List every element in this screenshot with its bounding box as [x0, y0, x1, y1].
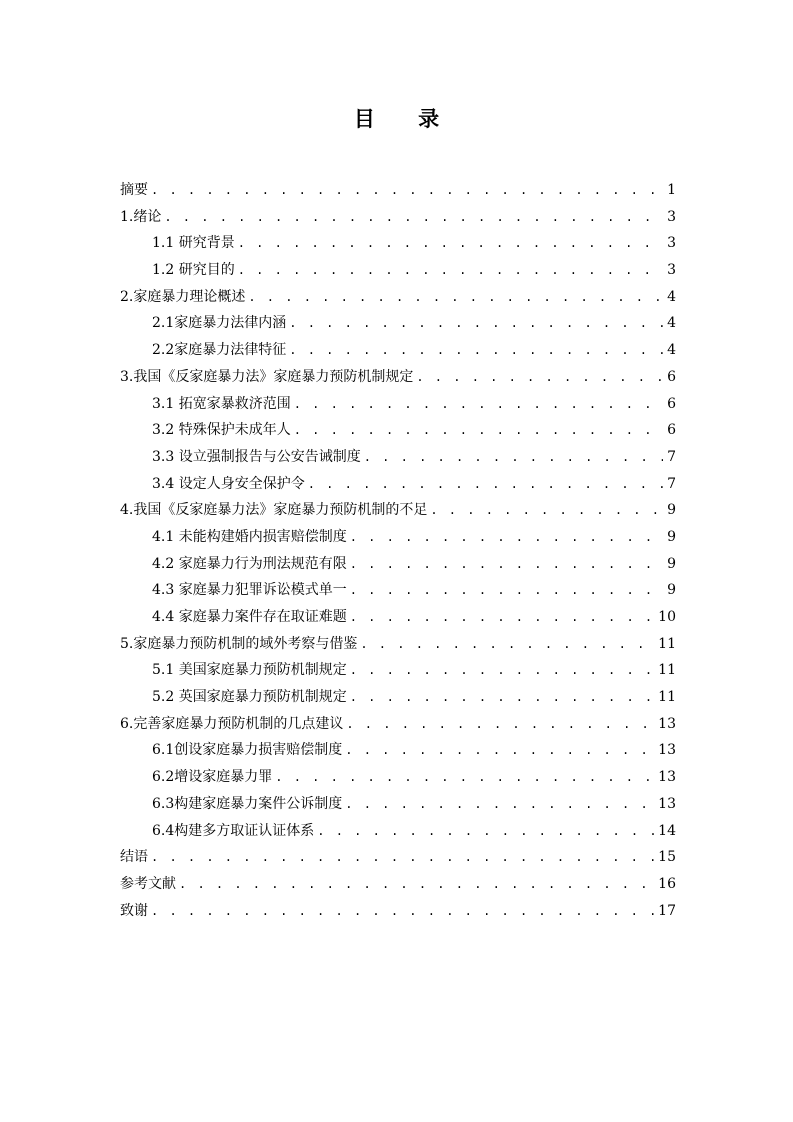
toc-entry-label: 参考文献	[120, 875, 176, 892]
toc-entry[interactable]	[120, 204, 676, 231]
toc-entry[interactable]	[120, 764, 676, 791]
toc-entry-label: 4.3 家庭暴力犯罪诉讼模式单一	[152, 582, 347, 599]
toc-entry[interactable]	[120, 898, 676, 925]
dot-leader	[164, 204, 663, 231]
toc-entry-page-number: 9	[667, 502, 676, 519]
dot-leader	[364, 444, 663, 471]
toc-entry-page-number: 10	[658, 609, 676, 625]
toc-entry[interactable]	[120, 791, 676, 818]
toc-entry[interactable]	[120, 391, 676, 418]
toc-entry-label: 4.2 家庭暴力行为刑法规范有限	[152, 555, 347, 572]
toc-entry-label: 3.2 特殊保护未成年人	[152, 422, 291, 439]
toc-entry-label: 1.2 研究目的	[152, 262, 235, 279]
toc-entry-page-number: 17	[658, 902, 676, 919]
toc-entry-page-number: 11	[658, 635, 676, 652]
toc-entry-page-number: 14	[658, 822, 676, 839]
dot-leader	[345, 791, 655, 818]
toc-entry-label: 5.1 美国家庭暴力预防机制规定	[152, 662, 347, 679]
dot-leader	[151, 177, 663, 204]
toc-entry-page-number: 9	[667, 528, 676, 545]
toc-entry-label: 4.1 未能构建婚内损害赔偿制度	[152, 528, 347, 545]
dot-leader	[294, 391, 663, 418]
toc-entry[interactable]	[120, 524, 676, 551]
toc-entry-page-number: 6	[667, 368, 676, 385]
toc-entry-page-number: 7	[667, 448, 676, 465]
toc-entry-page-number: 11	[658, 689, 676, 706]
toc-entry[interactable]	[120, 737, 676, 764]
toc-entry-label: 6.1创设家庭暴力损害赔偿制度	[152, 742, 343, 759]
toc-entry[interactable]	[120, 871, 676, 898]
toc-entry[interactable]	[120, 257, 676, 284]
dot-leader	[350, 524, 663, 551]
dot-leader	[294, 417, 663, 444]
toc-entry-page-number: 13	[658, 769, 676, 786]
dot-leader	[350, 684, 655, 711]
toc-title: 目 录	[353, 106, 458, 131]
toc-entry[interactable]	[120, 471, 676, 498]
dot-leader	[360, 631, 655, 658]
dot-leader	[308, 471, 663, 498]
toc-entry-label: 致谢	[120, 902, 148, 919]
toc-entry[interactable]	[120, 684, 676, 711]
toc-entry[interactable]	[120, 657, 676, 684]
dot-leader	[350, 657, 655, 684]
toc-entry-label: 2.1家庭暴力法律内涵	[152, 315, 287, 332]
dot-leader	[350, 551, 663, 578]
dot-leader	[345, 737, 655, 764]
dot-leader	[238, 230, 663, 257]
toc-entry-label: 结语	[120, 849, 148, 866]
dot-leader	[289, 310, 663, 337]
toc-entry-page-number: 11	[658, 662, 676, 679]
toc-entry-page-number: 9	[667, 582, 676, 599]
toc-entry-label: 5.家庭暴力预防机制的域外考察与借鉴	[120, 635, 358, 652]
toc-entry-label: 3.我国《反家庭暴力法》家庭暴力预防机制规定	[120, 368, 414, 385]
toc-entry[interactable]	[120, 604, 676, 631]
dot-leader	[430, 497, 663, 524]
toc-entry-label: 6.4构建多方取证认证体系	[152, 822, 315, 839]
toc-entry-page-number: 16	[658, 875, 676, 892]
toc-entry-page-number: 7	[667, 475, 676, 492]
toc-entry[interactable]	[120, 444, 676, 471]
toc-entry[interactable]	[120, 364, 676, 391]
toc-entry-label: 1.绪论	[120, 208, 162, 225]
dot-leader	[275, 764, 655, 791]
toc-entry-page-number: 3	[667, 235, 676, 252]
toc-entry[interactable]	[120, 711, 676, 738]
dot-leader	[416, 364, 663, 391]
toc-entry-label: 3.1 拓宽家暴救济范围	[152, 395, 291, 412]
table-of-contents	[120, 177, 676, 924]
toc-entry-page-number: 9	[667, 555, 676, 572]
toc-entry[interactable]	[120, 230, 676, 257]
toc-entry[interactable]	[120, 844, 676, 871]
toc-entry[interactable]	[120, 417, 676, 444]
toc-entry-label: 6.2增设家庭暴力罪	[152, 769, 273, 786]
toc-entry[interactable]	[120, 551, 676, 578]
toc-entry[interactable]	[120, 284, 676, 311]
toc-entry[interactable]	[120, 177, 676, 204]
dot-leader	[350, 604, 655, 631]
dot-leader	[289, 337, 663, 364]
toc-entry[interactable]	[120, 577, 676, 604]
toc-entry-page-number: 6	[667, 395, 676, 412]
toc-entry[interactable]	[120, 310, 676, 337]
toc-entry-page-number: 4	[667, 288, 676, 305]
toc-entry-page-number: 1	[667, 182, 676, 198]
toc-entry-label: 6.完善家庭暴力预防机制的几点建议	[120, 715, 344, 732]
toc-entry-page-number: 6	[667, 422, 676, 439]
toc-entry-page-number: 4	[667, 315, 676, 332]
dot-leader	[350, 577, 663, 604]
toc-entry-label: 摘要	[120, 182, 148, 198]
toc-entry-label: 2.2家庭暴力法律特征	[152, 342, 287, 359]
toc-entry-label: 2.家庭暴力理论概述	[120, 288, 246, 305]
toc-entry-label: 4.4 家庭暴力案件存在取证难题	[152, 609, 347, 625]
toc-entry[interactable]	[120, 631, 676, 658]
toc-entry[interactable]	[120, 337, 676, 364]
toc-entry-page-number: 3	[667, 262, 676, 279]
dot-leader	[238, 257, 663, 284]
toc-entry[interactable]	[120, 497, 676, 524]
dot-leader	[346, 711, 655, 738]
toc-entry-page-number: 13	[658, 795, 676, 812]
toc-entry-page-number: 13	[658, 742, 676, 759]
dot-leader	[151, 844, 655, 871]
toc-entry-label: 4.我国《反家庭暴力法》家庭暴力预防机制的不足	[120, 502, 428, 519]
toc-entry-label: 6.3构建家庭暴力案件公诉制度	[152, 795, 343, 812]
toc-entry-label: 1.1 研究背景	[152, 235, 235, 252]
toc-entry-page-number: 13	[658, 715, 676, 732]
toc-entry-page-number: 3	[667, 208, 676, 225]
toc-entry-label: 3.3 设立强制报告与公安告诫制度	[152, 448, 361, 465]
dot-leader	[179, 871, 655, 898]
toc-entry-label: 3.4 设定人身安全保护令	[152, 475, 305, 492]
toc-entry-label: 5.2 英国家庭暴力预防机制规定	[152, 689, 347, 706]
toc-entry-page-number: 15	[658, 849, 676, 866]
toc-entry-page-number: 4	[667, 342, 676, 359]
toc-entry[interactable]	[120, 818, 676, 845]
dot-leader	[151, 898, 655, 925]
dot-leader	[317, 818, 655, 845]
dot-leader	[248, 284, 663, 311]
